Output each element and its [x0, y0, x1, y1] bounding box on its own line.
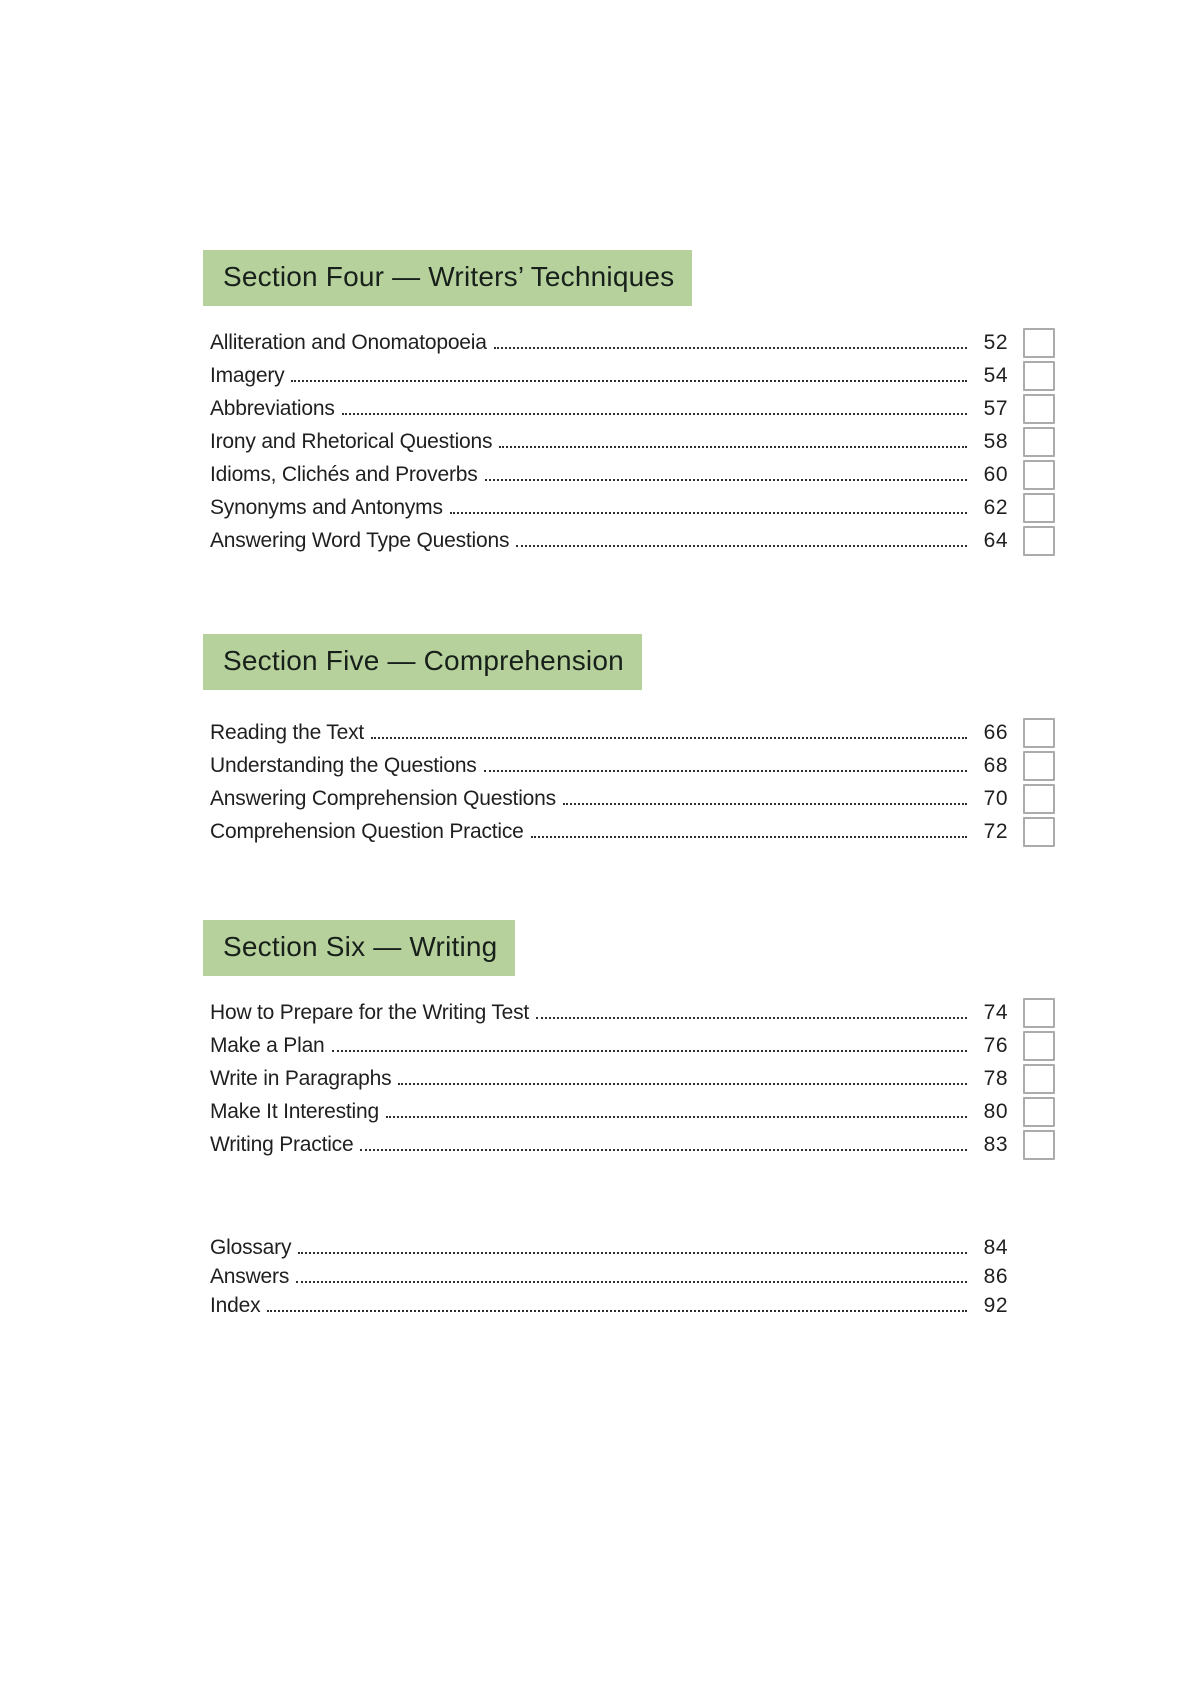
toc-entry-label: Synonyms and Antonyms	[210, 495, 443, 519]
page-number: 78	[983, 1066, 1008, 1090]
dot-leader	[484, 770, 967, 772]
toc-entry	[210, 1095, 1008, 1128]
progress-checkbox[interactable]	[1023, 427, 1055, 457]
page-number: 57	[983, 396, 1008, 420]
section-four-entries	[210, 326, 1008, 557]
toc-entry	[210, 458, 1008, 491]
progress-checkbox[interactable]	[1023, 784, 1055, 814]
toc-entry	[210, 359, 1008, 392]
toc-entry-label: Imagery	[210, 363, 285, 387]
toc-entry	[210, 749, 1008, 782]
section-six-entries	[210, 996, 1008, 1161]
progress-checkbox[interactable]	[1023, 751, 1055, 781]
page-number: 72	[983, 819, 1008, 843]
toc-entry	[210, 392, 1008, 425]
toc-entry	[210, 425, 1008, 458]
progress-checkbox[interactable]	[1023, 394, 1055, 424]
toc-entry	[210, 1128, 1008, 1161]
toc-entry-label: Alliteration and Onomatopoeia	[210, 330, 487, 354]
dot-leader	[386, 1116, 967, 1118]
page-number: 86	[983, 1264, 1008, 1288]
toc-entry-label: Idioms, Clichés and Proverbs	[210, 462, 478, 486]
progress-checkbox[interactable]	[1023, 1130, 1055, 1160]
page-number: 66	[983, 720, 1008, 744]
section-header-six: Section Six — Writing	[203, 920, 515, 976]
page-number: 76	[983, 1033, 1008, 1057]
toc-entry-label: Answering Word Type Questions	[210, 528, 510, 552]
toc-entry-label: Irony and Rhetorical Questions	[210, 429, 493, 453]
toc-entry	[210, 491, 1008, 524]
toc-entry-label: Comprehension Question Practice	[210, 819, 524, 843]
page-number: 80	[983, 1099, 1008, 1123]
dot-leader	[371, 737, 967, 739]
page-number: 60	[983, 462, 1008, 486]
page-number: 70	[983, 786, 1008, 810]
dot-leader	[516, 545, 967, 547]
toc-entry	[210, 996, 1008, 1029]
progress-checkbox[interactable]	[1023, 493, 1055, 523]
toc-entry-label: Understanding the Questions	[210, 753, 477, 777]
toc-entry-label: Answers	[210, 1264, 290, 1288]
page-number: 52	[983, 330, 1008, 354]
toc-entry	[210, 815, 1008, 848]
dot-leader	[332, 1050, 967, 1052]
progress-checkbox[interactable]	[1023, 998, 1055, 1028]
toc-entry	[210, 1233, 1008, 1262]
dot-leader	[450, 512, 967, 514]
dot-leader	[298, 1252, 967, 1254]
toc-entry-label: Index	[210, 1293, 261, 1317]
progress-checkbox[interactable]	[1023, 1064, 1055, 1094]
page-number: 62	[983, 495, 1008, 519]
progress-checkbox[interactable]	[1023, 526, 1055, 556]
page-number: 58	[983, 429, 1008, 453]
progress-checkbox[interactable]	[1023, 1097, 1055, 1127]
dot-leader	[531, 836, 967, 838]
dot-leader	[499, 446, 967, 448]
toc-entry-label: Make a Plan	[210, 1033, 325, 1057]
page-number: 68	[983, 753, 1008, 777]
toc-entry-label: Writing Practice	[210, 1132, 354, 1156]
page-number: 83	[983, 1132, 1008, 1156]
progress-checkbox[interactable]	[1023, 1031, 1055, 1061]
toc-entry	[210, 524, 1008, 557]
toc-entry-label: Answering Comprehension Questions	[210, 786, 556, 810]
section-header-four: Section Four — Writers’ Techniques	[203, 250, 692, 306]
section-five-entries	[210, 716, 1008, 848]
progress-checkbox[interactable]	[1023, 718, 1055, 748]
page-number: 64	[983, 528, 1008, 552]
section-header-five: Section Five — Comprehension	[203, 634, 642, 690]
dot-leader	[360, 1149, 967, 1151]
progress-checkbox[interactable]	[1023, 817, 1055, 847]
page-number: 84	[983, 1235, 1008, 1259]
page-number: 74	[983, 1000, 1008, 1024]
back-matter-entries	[210, 1233, 1008, 1320]
toc-entry	[210, 716, 1008, 749]
dot-leader	[485, 479, 967, 481]
dot-leader	[536, 1017, 967, 1019]
progress-checkbox[interactable]	[1023, 361, 1055, 391]
toc-entry-label: Reading the Text	[210, 720, 365, 744]
dot-leader	[563, 803, 967, 805]
dot-leader	[291, 380, 967, 382]
toc-entry	[210, 1062, 1008, 1095]
toc-entry	[210, 1029, 1008, 1062]
toc-entry-label: Write in Paragraphs	[210, 1066, 392, 1090]
progress-checkbox[interactable]	[1023, 328, 1055, 358]
toc-entry	[210, 782, 1008, 815]
toc-entry-label: Abbreviations	[210, 396, 335, 420]
dot-leader	[494, 347, 967, 349]
toc-entry	[210, 1291, 1008, 1320]
dot-leader	[342, 413, 967, 415]
toc-entry	[210, 326, 1008, 359]
progress-checkbox[interactable]	[1023, 460, 1055, 490]
page-number: 92	[983, 1293, 1008, 1317]
toc-entry-label: Make It Interesting	[210, 1099, 379, 1123]
toc-entry	[210, 1262, 1008, 1291]
toc-entry-label: Glossary	[210, 1235, 292, 1259]
dot-leader	[296, 1281, 967, 1283]
dot-leader	[398, 1083, 967, 1085]
toc-entry-label: How to Prepare for the Writing Test	[210, 1000, 530, 1024]
dot-leader	[267, 1310, 967, 1312]
page-number: 54	[983, 363, 1008, 387]
